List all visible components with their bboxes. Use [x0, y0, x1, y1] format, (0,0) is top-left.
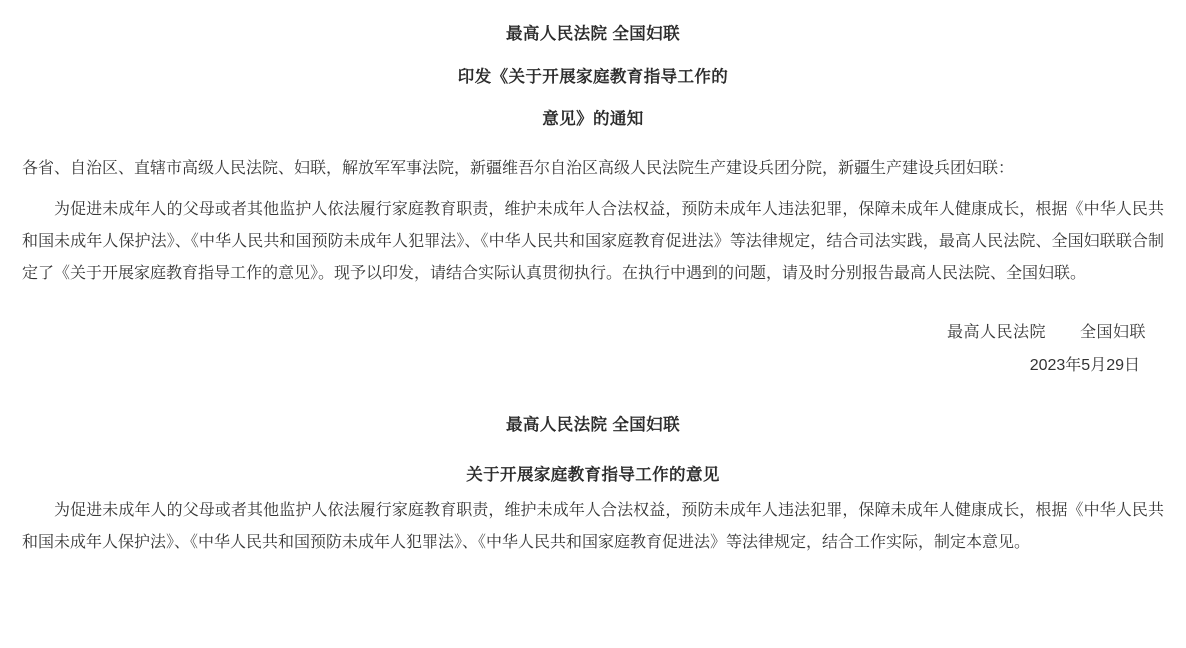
document-title-line-3: 意见》的通知 [542, 110, 644, 129]
recipients-line: 各省、自治区、直辖市高级人民法院、妇联，解放军军事法院，新疆维吾尔自治区高级人民法院生产建设兵团分院，新疆生产建设兵团妇联： [22, 159, 1015, 177]
signature-block [22, 316, 1164, 383]
signature-signer-one: 最高人民法院 [946, 323, 1046, 341]
document-title-line-1: 最高人民法院 全国妇联 [506, 25, 680, 43]
opinion-heading [22, 411, 1164, 485]
document-title-line-2: 印发《关于开展家庭教育指导工作的 [457, 67, 729, 86]
signature-signers [22, 316, 1146, 350]
signature-date: 2023年5月29日 [1029, 357, 1140, 375]
opinion-heading-line-2: 关于开展家庭教育指导工作的意见 [466, 466, 720, 485]
opinion-paragraph: 为促进未成年人的父母或者其他监护人依法履行家庭教育职责，维护未成年人合法权益，预防未成年人违法犯罪，保障未成年人健康成长，根据《中华人民共和国未成年人保护法》、《中华人民共和国预防未成年人犯罪法》、《中华人民共和国家庭教育促进法》等法律规定，结合工作实际，制定本意见。 [22, 502, 1164, 552]
notice-paragraph: 为促进未成年人的父母或者其他监护人依法履行家庭教育职责，维护未成年人合法权益，预防未成年人违法犯罪，保障未成年人健康成长，根据《中华人民共和国未成年人保护法》、《中华人民共和国预防未成年人犯罪法》、《中华人民共和国家庭教育促进法》等法律规定，结合司法实践，最高人民法院、全国妇联联合制定了《关于开展家庭教育指导工作的意见》。现予以印发，请结合实际认真贯彻执行。在执行中遇到的问题，请及时分别报告最高人民法院、全国妇联。 [22, 200, 1164, 282]
opinion-heading-line-1: 最高人民法院 全国妇联 [506, 416, 680, 435]
document-title [22, 22, 1164, 133]
signature-signer-two: 全国妇联 [1079, 323, 1146, 341]
